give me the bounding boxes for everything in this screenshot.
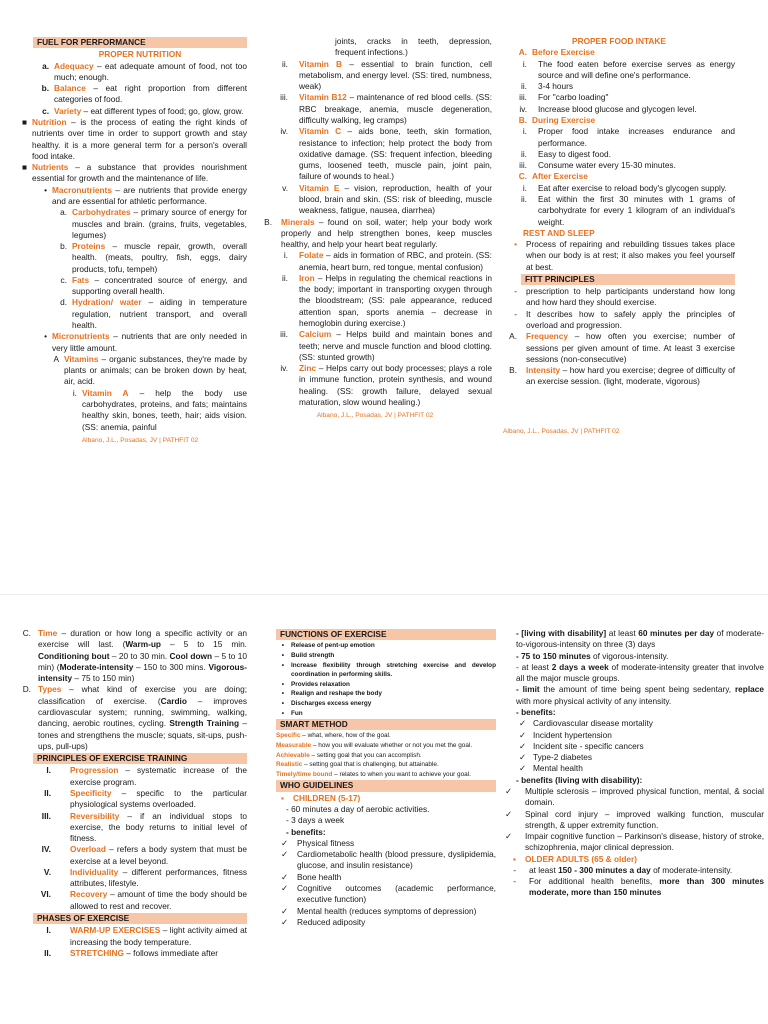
check-item: ✓ Incident hypertension	[519, 729, 612, 740]
list-item: D. Types – what kind of exercise you are doing; classification of exercise. (Cardio – improves cardiovascular system; running, swimming, walking, dancing, aerobic routines, cycling. Strength Training – tones and strengthens the muscle; squats, sit-ups, push-ups, pull-ups)	[22, 684, 247, 751]
subheading: B. During Exercise	[518, 114, 596, 125]
check-item: ✓ Bone health	[281, 871, 342, 882]
list-item: II. STRETCHING – follows immediate after	[44, 947, 219, 958]
disability-label: - benefits (living with disability):	[516, 774, 643, 785]
list-item: i. The food eaten before exercise serves as energy source and will define one's performance.	[522, 58, 735, 80]
subheading: PROPER NUTRITION	[98, 49, 182, 60]
list-item: b. Balance – eat right proportion from different categories of food.	[41, 83, 247, 105]
list-item: ii. Eat within the first 30 minutes with 1 grams of carbohydrate for every 1 kilogram of an individual's weight.	[521, 193, 735, 227]
subheading: C. After Exercise	[518, 171, 588, 182]
list-item: ii. Easy to digest food.	[521, 148, 611, 159]
check-item: ✓ Reduced adiposity	[281, 916, 366, 927]
intro-paragraph: - [living with disability] at least 60 minutes per day of moderate- to-vigorous-intensity on three (3) days	[516, 628, 764, 650]
list-item: i. Proper food intake increases endurance and performance.	[522, 126, 735, 148]
col3	[503, 36, 735, 561]
list-item: iii. For "carbo loading"	[519, 92, 609, 103]
check-item: ✓ Cardiovascular disease mortality	[519, 718, 653, 729]
list-item: ii. Vitamin B – essential to brain function, cell metabolism, and energy level. (SS: tired, numbness, weak)	[282, 58, 492, 92]
mineral-list	[258, 250, 492, 408]
list-item: i. Folate – aids in formation of RBC, and protein. (SS: anemia, heart burn, red tongue, mental confusion)	[283, 250, 492, 272]
list-item: V. Individuality – different performances, fitness attributes, lifestyle.	[43, 866, 247, 889]
list-item: iii. Calcium – Helps build and maintain bones and teeth; nerve and muscle function and blood clotting. (SS: stunted growth)	[280, 329, 492, 362]
list-item: ii. 3-4 hours	[521, 81, 574, 92]
col4	[15, 628, 247, 1024]
list-item: VI. Recovery – amount of time the body should be allowed to rest and recover.	[40, 889, 247, 911]
fitt-title: FITT PRINCIPLES	[521, 274, 735, 285]
vigorous-line: - 75 to 150 minutes of vigorous-intensity.	[516, 650, 669, 661]
list-item: v. Vitamin E – vision, reproduction, health of your blood, brain and skin. (SS: risk of bleeding, muscle weakness, fatigue, nausea, diarrhea)	[282, 182, 493, 216]
who-title: WHO GUIDELINES	[276, 780, 496, 791]
list-item: ii. Iron – Helps in regulating the chemical reactions in the body; important in transporting oxygen through the bloodstream; (SS: pale appearance, reduced attention span, sports anemia – decrease in hemoglobin during exercise.)	[282, 272, 492, 329]
list-item: I. Progression – systematic increase of the exercise program.	[46, 765, 247, 787]
bullet-item: • Process of repairing and rebuilding tissues takes place when our body is at rest; it also makes you feel yourself at best.	[514, 239, 735, 272]
list-item: A Vitamins – organic substances, they're made by plants or animals; can be broken down by heat, air, acid.	[53, 353, 247, 387]
smart-list	[276, 731, 496, 779]
list-item: i. Eat after exercise to reload body's glycogen supply.	[522, 182, 727, 193]
list-item: Measurable – how you will evaluate whether or not you met the goal.	[276, 742, 473, 750]
col6	[504, 628, 764, 1024]
list-item: iii. Consume water every 15-30 minutes.	[519, 160, 676, 171]
limit-line: - limit the amount of time being spent being sedentary, replace with more physical activity of any intensity.	[516, 684, 765, 706]
child-line: - 60 minutes a day of aerobic activities.	[286, 804, 430, 815]
check-item: ✓ Physical fitness	[281, 837, 355, 848]
list-item: • Realign and reshape the body	[281, 690, 382, 698]
rest-title: REST AND SLEEP	[523, 227, 595, 238]
subheading: A. Before Exercise	[518, 47, 595, 58]
list-item: a. Carbohydrates – primary source of energy for muscles and brain. (grains, fruits, vegetables, legumes)	[60, 207, 247, 240]
list-item: d. Hydration/ water – aiding in temperature regulation, nutrient transport, and overall health.	[60, 297, 247, 331]
bullet-item: ■ Nutrients – a substance that provides nourishment essential for growth and the maintenance of life.	[21, 162, 247, 184]
list-item: c. Variety – eat different types of food; go, glow, grow.	[42, 105, 244, 116]
abc-list	[33, 61, 247, 117]
functions-list	[276, 641, 496, 718]
check-item: ✓ Multiple sclerosis – improved physical function, mental, & social domain.	[505, 785, 764, 808]
list-item: B. Minerals – found on soil, water; help your body work properly and help strengthen bones, keep muscles healthy, and help your heart beat regularly.	[264, 216, 492, 250]
list-item: II. Specificity – specific to the particular physiological systems overloaded.	[44, 787, 247, 810]
smart-title: SMART METHOD	[276, 719, 496, 730]
col1	[21, 36, 248, 561]
list-item: iv. Zinc – Helps carry out body processes; plays a role in immune function, protein synthesis, and wound healing. (SS: growth failure, delayed sexual maturation, slow wound healing.)	[280, 363, 492, 407]
check-item: ✓ Impair cognitive function – Parkinson's disease, history of stroke, schizophrenia, major clinical depression.	[505, 831, 764, 853]
child-line: - benefits:	[286, 826, 326, 837]
list-item: I. WARM-UP EXERCISES – light activity aimed at increasing the body temperature.	[46, 925, 247, 947]
section-heading: PROPER FOOD INTAKE	[572, 36, 666, 46]
bullet-item: ■ Nutrition – is the process of eating the right kinds of nutrients over time in order to support growth and stay healthy. it is a more general term for a person's overall food intake.	[21, 116, 247, 161]
list-item: A. Frequency – how often you exercise; number of sessions per given amount of time. At least 3 exercise sessions (non-consecutive)	[509, 331, 735, 364]
list-item: IV. Overload – refers a body system that must be exercise at a level beyond.	[41, 844, 247, 866]
dash-item: - prescription to help participants understand how long and how hard they should exercise.	[514, 286, 735, 308]
list-item: iv. Increase blood glucose and glycogen level.	[519, 103, 697, 114]
list-item: • Build strength	[281, 651, 335, 659]
list-item: iv. Vitamin C – aids bone, teeth, skin formation, resistance to infection; help protect the body from oxidative damage. (SS: frequent infection, bleeding gums, loosened teeth, muscle pain, joint pain, failure of wounds to heal.)	[280, 126, 492, 182]
check-item: ✓ Cardiometabolic health (blood pressure, dyslipidemia, glucose, and insulin resistance)	[281, 849, 496, 871]
list-item: • Provides relaxation	[281, 680, 350, 688]
phases-title: PHASES OF EXERCISE	[33, 913, 247, 924]
bullet-item: ▪ OLDER ADULTS (65 & older)	[513, 853, 638, 864]
dash-item: - It describes how to safely apply the principles of overload and progression.	[514, 308, 735, 331]
child-benefits	[276, 838, 496, 928]
list-item: Timely/time bound – relates to when you want to achieve your goal.	[276, 770, 471, 778]
bullet-item: • Macronutrients – are nutrients that provide energy and are essential for athletic performance.	[44, 184, 247, 206]
check-item: ✓ Mental health	[519, 763, 583, 774]
footer-credit: Albano, J.L., Posadas, JV | PATHFIT 02	[316, 412, 434, 420]
pet-title: PRINCIPLES OF EXERCISE TRAINING	[33, 753, 247, 764]
functions-title: FUNCTIONS OF EXERCISE	[276, 629, 496, 640]
dash-item: - For additional health benefits, more than 300 minutes moderate, more than 150 minutes	[513, 876, 764, 898]
list-item: C. Time – duration or how long a specific activity or an exercise will last. (Warm-up – 5 to 15 min. Conditioning bout – 20 to 30 min. Cool down – 5 to 10 min) (Moderate-intensity – 150 to 300 mins. Vigorous-intensity – 75 to 150 min)	[22, 628, 248, 684]
vitamin-list	[258, 59, 492, 217]
list-item: b. Proteins – muscle repair, growth, overall health. (meats, poultry, fish, eggs, dairy products, tofu, tempeh)	[60, 241, 247, 274]
disability-benefits	[504, 786, 764, 854]
page-divider	[0, 594, 768, 595]
list-item: • Fun	[281, 709, 303, 717]
children-details	[276, 804, 496, 838]
col2	[258, 36, 492, 561]
col5	[276, 628, 496, 1024]
bullet-item: ▪ CHILDREN (5-17)	[281, 792, 361, 803]
list-item: Achievable – setting goal that you can accomplish.	[276, 751, 422, 759]
list-item: • Discharges excess energy	[281, 699, 372, 707]
list-item: Specific – what, where, how of the goal.	[276, 732, 391, 740]
strength-line: - at least 2 days a week of moderate-intensity greater that involve all the major muscle groups.	[516, 661, 765, 684]
benefits-list	[504, 718, 764, 774]
list-item: • Increase flexibility through stretching exercise and develop coordination in performing skills.	[281, 661, 496, 679]
check-item: ✓ Type-2 diabetes	[519, 752, 593, 763]
section-heading: FUEL FOR PERFORMANCE	[33, 37, 247, 48]
check-item: ✓ Mental health (reduces symptoms of depression)	[281, 905, 477, 916]
list-item: i. Vitamin A – help the body use carbohydrates, proteins, and fats; maintains healthy skin, bones, teeth, hair; aids vision. (SS: anemia, painful	[72, 387, 248, 432]
check-item: ✓ Cognitive outcomes (academic performance, executive function)	[281, 883, 496, 905]
footer-credit: Albano, J.L., Posadas, JV | PATHFIT 02	[503, 427, 620, 435]
bullet-item: • Micronutrients – nutrients that are only needed in very little amount.	[44, 331, 247, 353]
list-item: III. Reversibility – if an individual stops to exercise, the body returns to initial level of fitness.	[41, 810, 247, 844]
child-line: - 3 days a week	[286, 815, 345, 826]
check-item: ✓ Incident site - specific cancers	[519, 740, 644, 751]
list-item: B. Intensity – how hard you exercise; degree of difficulty of an exercise session. (light, moderate, vigorous)	[509, 365, 735, 387]
list-item: • Release of pent-up emotion	[281, 642, 375, 650]
continued-text: joints, cracks in teeth, depression, frequent infections.)	[335, 36, 492, 58]
benefits-label: - benefits:	[516, 706, 556, 717]
check-item: ✓ Spinal cord injury – improved walking function, muscular strength, & upper extremity function.	[505, 808, 764, 830]
list-item: c. Fats – concentrated source of energy, and supporting overall health.	[60, 274, 247, 297]
macro-list	[33, 207, 247, 331]
footer-credit: Albano, J.L., Posadas, JV | PATHFIT 02	[81, 436, 199, 444]
dash-item: - at least 150 - 300 minutes a day of moderate-intensity.	[513, 864, 733, 875]
list-item: iii. Vitamin B12 – maintenance of red blood cells. (SS: RBC breakage, anemia, muscle degeneration, difficulty walking, leg cramps)	[280, 92, 493, 125]
list-item: a. Adequacy – eat adequate amount of food, not too much; enough.	[42, 60, 247, 82]
list-item: Realistic – setting goal that is challenging, but attainable.	[276, 761, 439, 769]
